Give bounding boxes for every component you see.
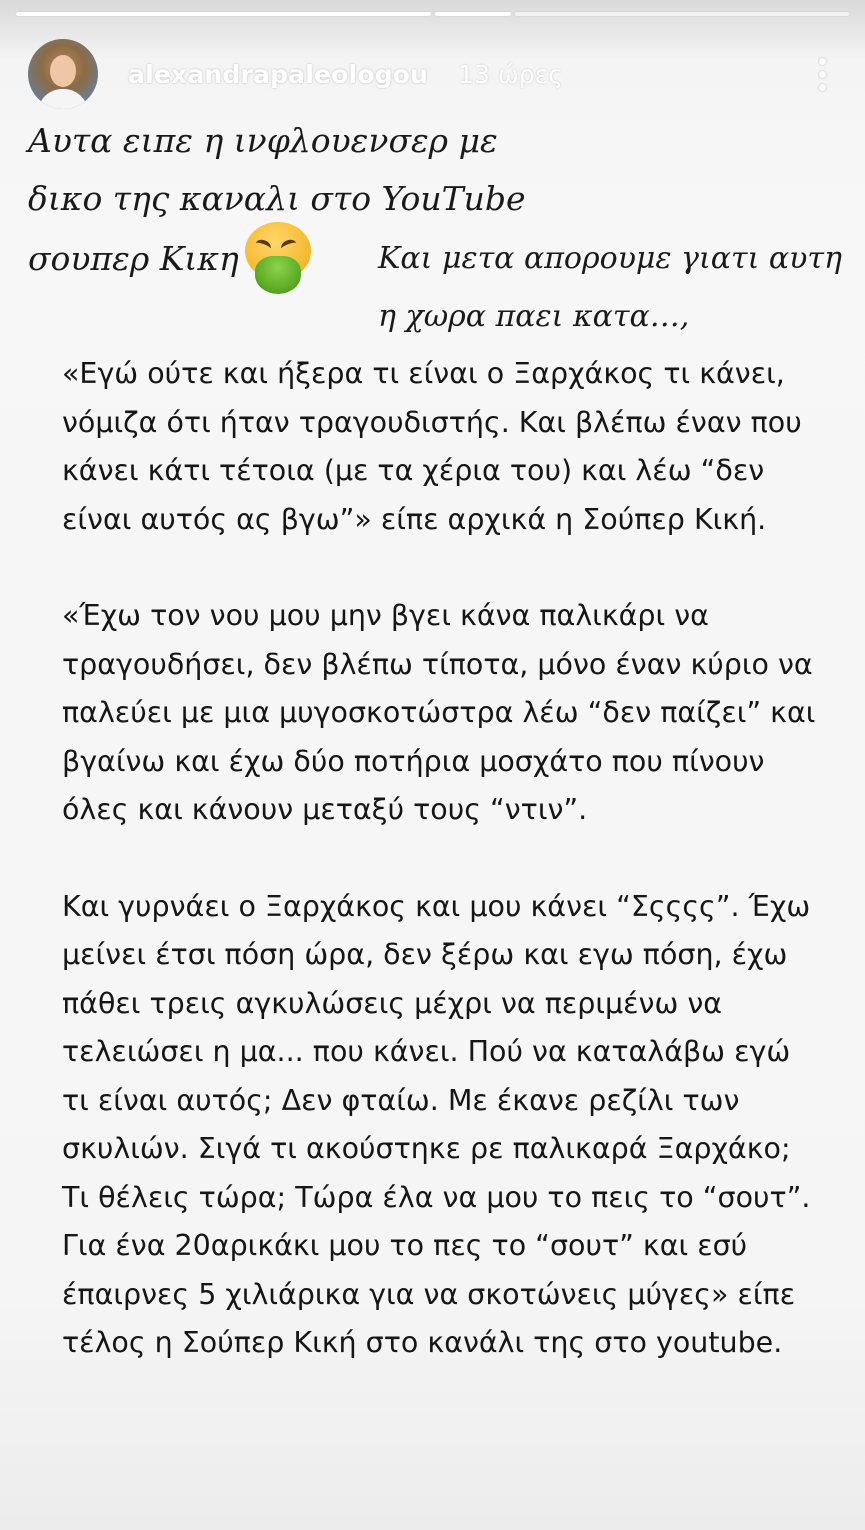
progress-segment-2 bbox=[435, 12, 511, 16]
article-paragraph-3: Και γυρνάει ο Ξαρχάκος και μου κάνει “Σςςςς”. Έχω μείνει έτσι πόση ώρα, δεν ξέρω και εγω πόση, έχω πάθει τρεις αγκυλώσεις μέχρι να περιμένω να τελειώσει η μα... που κάνει. Πού να καταλάβω εγώ τι είναι αυτός; Δεν φταίω. Με έκανε ρεζίλι των σκυλιών. Σιγά τι ακούστηκε ρε παλικαρά Ξαρχάκο; Τι θέλεις τώρα; Τώρα έλα να μου το πεις το “σουτ”. Για ένα 20αρικάκι μου το πες το “σουτ” και εσύ έπαιρνες 5 χιλιάρικα για να σκοτώνεις μύγες» είπε τέλος η Σούπερ Κική στο κανάλι της στο youtube. bbox=[62, 889, 811, 1359]
progress-segment-1 bbox=[16, 12, 431, 16]
caption-right-line-2: η χωρα παει κατα…, bbox=[378, 299, 690, 334]
timestamp: 13 ώρες bbox=[458, 59, 563, 89]
caption-left-line-2: δικο της καναλι στο YouTube bbox=[28, 179, 526, 218]
caption-left-line-3-text: σουπερ Κικη bbox=[28, 239, 239, 278]
progress-segment-3 bbox=[515, 12, 849, 16]
avatar-shoulders bbox=[38, 89, 88, 109]
caption-right bbox=[378, 230, 848, 346]
article-text bbox=[62, 350, 822, 1416]
article-paragraph-2: «Έχω τον νου μου μην βγει κάνα παλικάρι να τραγουδήσει, δεν βλέπω τίποτα, μόνο έναν κύριο να παλεύει με μια μυγοσκοτώστρα λέω “δεν παίζει” και βγαίνω και έχω δύο ποτήρια μοσχάτο που πίνουν όλες και κάνουν μεταξύ τους “ντιν”. bbox=[62, 599, 816, 826]
caption-left-line-1: Αυτα ειπε η ινφλουενσερ με bbox=[28, 121, 498, 160]
story-header bbox=[28, 38, 837, 110]
avatar-face bbox=[50, 55, 76, 87]
story-progress-bar bbox=[16, 12, 849, 16]
username[interactable]: alexandrapaleologou bbox=[128, 59, 429, 89]
more-vertical-icon[interactable] bbox=[807, 52, 837, 96]
avatar[interactable] bbox=[28, 39, 98, 109]
article-paragraph-1: «Εγώ ούτε και ήξερα τι είναι ο Ξαρχάκος τι κάνει, νόμιζα ότι ήταν τραγουδιστής. Και βλέπω έναν που κάνει κάτι τέτοια (με τα χέρια του) και λέω “δεν είναι αυτός ας βγω”» είπε αρχικά η Σούπερ Κική. bbox=[62, 357, 802, 536]
vomiting-face-emoji bbox=[241, 222, 315, 294]
caption-right-line-1: Και μετα απορουμε γιατι αυτη bbox=[378, 241, 842, 276]
